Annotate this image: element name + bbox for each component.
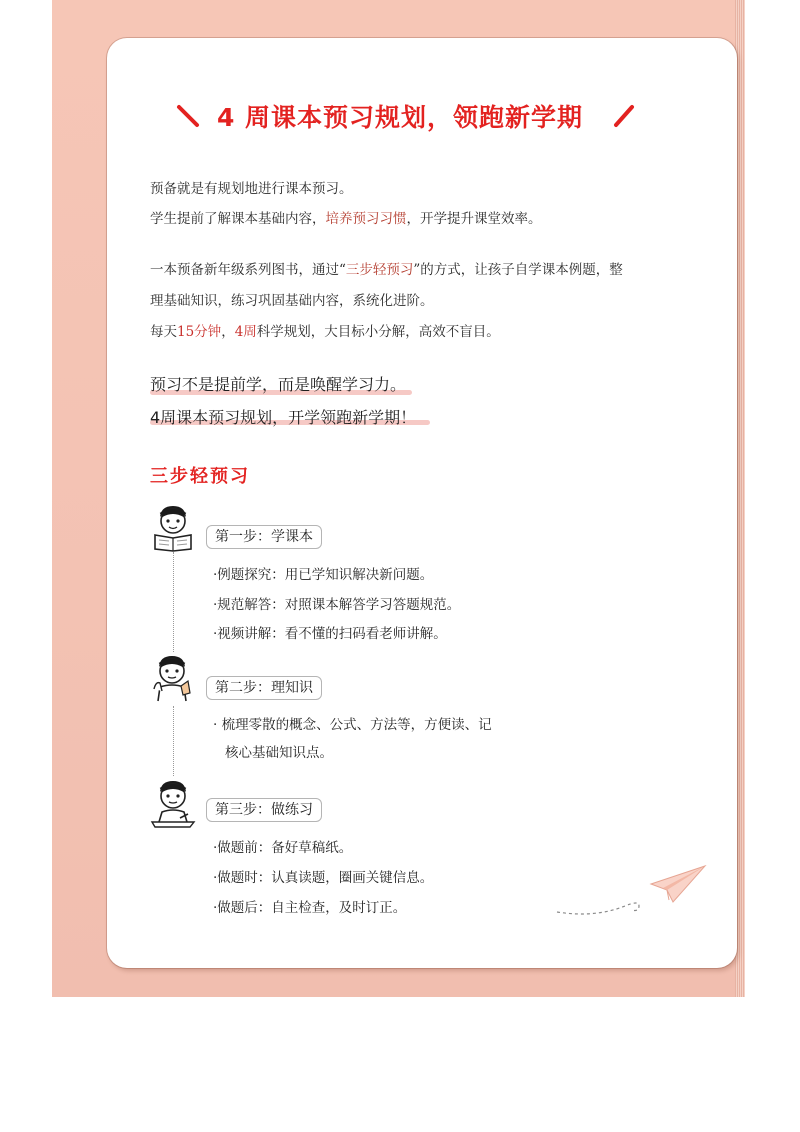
step-3-label: 第三步：做练习 [206, 798, 322, 822]
step-1-bullet-1: ·例题探究：用已学知识解决新问题。 [213, 567, 434, 583]
intro-line-5-e: 科学规划，大目标小分解，高效不盲目。 [256, 324, 500, 340]
slogan-line-1: 预习不是提前学，而是唤醒学习力。 [150, 375, 407, 394]
intro-line-4: 理基础知识，练习巩固基础内容，系统化进阶。 [150, 293, 434, 309]
boy-writing-icon [150, 778, 196, 828]
boy-thinking-icon [148, 653, 194, 703]
slogan-line-2: 4周课本预习规划，开学领跑新学期！ [150, 408, 417, 427]
intro-line-2-suffix: ，开学提升课堂效率。 [406, 211, 542, 227]
step-2-label: 第二步：理知识 [206, 676, 322, 700]
intro-line-2 [150, 207, 542, 227]
intro-highlight-three-steps: 三步轻预习 [345, 262, 414, 278]
intro-highlight-habit: 培养预习习惯 [325, 211, 407, 227]
intro-line-5-c: ， [221, 324, 235, 340]
step-connector-1 [173, 552, 174, 652]
intro-line-5-a: 每天 [150, 324, 177, 340]
intro-line-2-prefix: 学生提前了解课本基础内容， [150, 211, 326, 227]
boy-reading-icon [150, 503, 196, 553]
intro-line-3-prefix: 一本预备新年级系列图书，通过“ [150, 262, 346, 278]
section-title: 三步轻预习 [150, 466, 250, 487]
intro-line-1: 预备就是有规划地进行课本预习。 [150, 181, 353, 197]
step-2-bullet-1: · 梳理零散的概念、公式、方法等，方便读、记 [213, 717, 492, 733]
intro-line-3-suffix: ”的方式，让孩子自学课本例题，整 [413, 262, 623, 278]
step-3-bullet-1: ·做题前：备好草稿纸。 [213, 840, 353, 856]
step-1-label: 第一步：学课本 [206, 525, 322, 549]
intro-4-weeks: 4周 [234, 324, 257, 340]
page-title: 4 周课本预习规划，领跑新学期 [216, 103, 584, 132]
step-3-bullet-3: ·做题后：自主检查，及时订正。 [213, 900, 407, 916]
red-slash-right-icon [610, 103, 638, 129]
step-connector-2 [173, 706, 174, 776]
step-2-bullet-2: 核心基础知识点。 [225, 745, 333, 761]
intro-line-3 [150, 258, 623, 278]
step-3-bullet-2: ·做题时：认真读题，圈画关键信息。 [213, 870, 434, 886]
intro-15-minutes: 15分钟 [177, 324, 222, 340]
step-1-bullet-2: ·规范解答：对照课本解答学习答题规范。 [213, 597, 461, 613]
step-1-bullet-3: ·视频讲解：看不懂的扫码看老师讲解。 [213, 626, 447, 642]
paper-plane-icon [555, 862, 715, 922]
intro-line-5 [150, 320, 500, 340]
